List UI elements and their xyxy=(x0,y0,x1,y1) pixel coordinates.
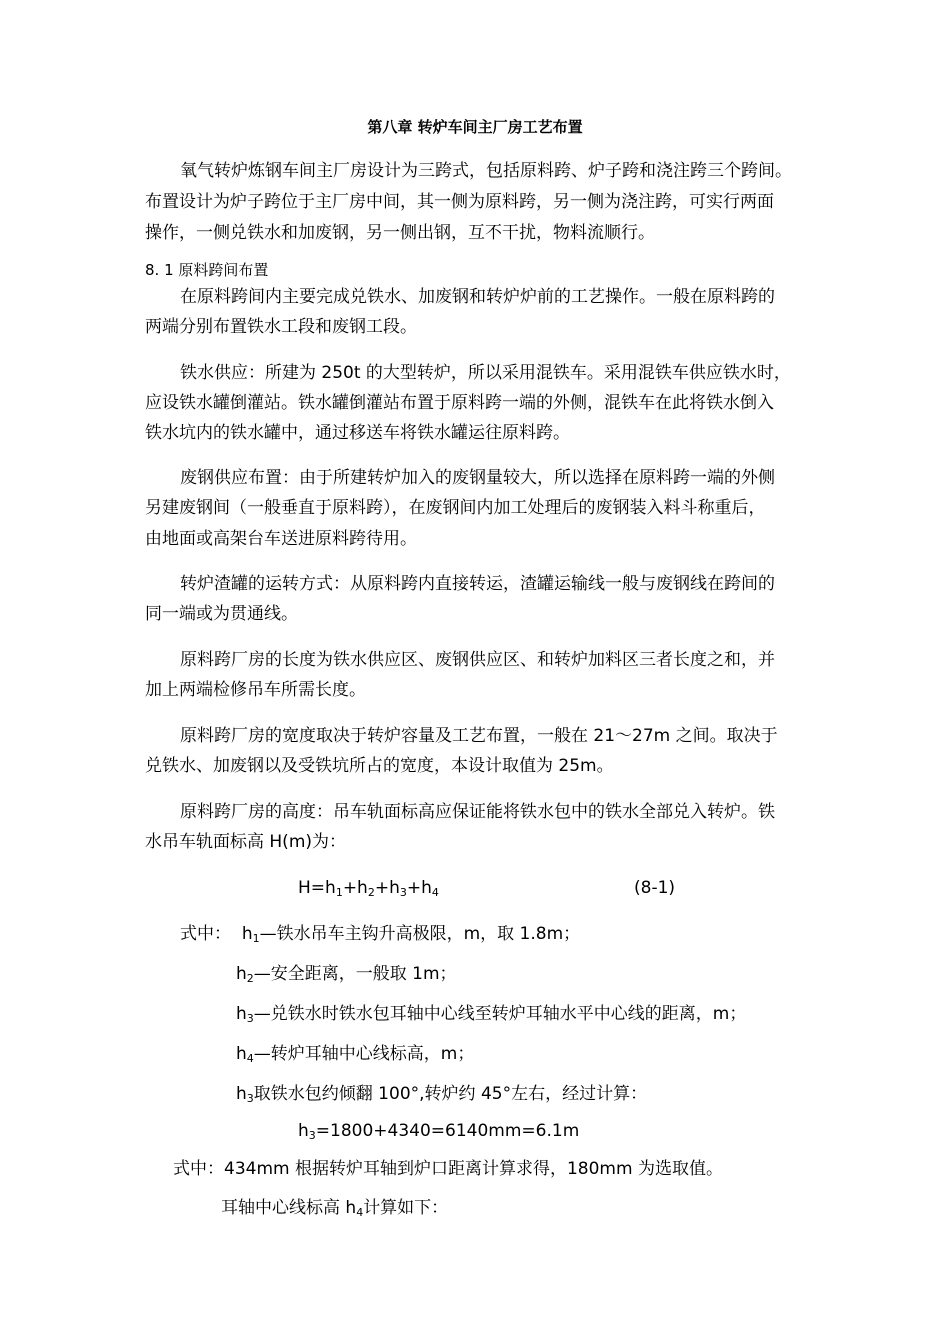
paragraph-line: 操作，一侧兑铁水和加废钢，另一侧出钢，互不干扰，物料流顺行。 xyxy=(145,223,655,243)
where-line-h3: $h_3—$兑铁水时铁水包耳轴中心线至转炉耳轴水平中心线的距离，m； xyxy=(236,1004,747,1025)
equation-number: (8-1) xyxy=(634,878,676,898)
paragraph-line: 原料跨厂房的长度为铁水供应区、废钢供应区、和转炉加料区三者长度之和，并 xyxy=(180,650,775,670)
paragraph-line: 两端分别布置铁水工段和废钢工段。 xyxy=(145,317,417,337)
h3-description: $h_3$取铁水包约倾翻 100°,转炉约 45°左右，经过计算： xyxy=(236,1084,648,1105)
paragraph-line: 由地面或高架台车送进原料跨待用。 xyxy=(145,529,417,549)
paragraph-line: 原料跨厂房的宽度取决于转炉容量及工艺布置，一般在 21～27m 之间。取决于 xyxy=(180,726,778,746)
paragraph-line: 水吊车轨面标高 H(m)为： xyxy=(145,832,347,852)
where-line-h4: $h_4—$转炉耳轴中心线标高，m； xyxy=(236,1044,475,1065)
paragraph-line: 应设铁水罐倒灌站。铁水罐倒灌站布置于原料跨一端的外侧，混铁车在此将铁水倒入 xyxy=(145,393,774,413)
chapter-title: 第八章 转炉车间主厂房工艺布置 xyxy=(367,118,583,136)
where-line-h2: $h_2—$安全距离，一般取 1m； xyxy=(236,964,457,985)
equation-8-1: $H=h_1+h_2+h_3+h_4$ xyxy=(298,878,439,899)
paragraph-line: 铁水坑内的铁水罐中，通过移送车将铁水罐运往原料跨。 xyxy=(145,423,570,443)
section-heading: 8. 1 原料跨间布置 xyxy=(145,261,269,279)
paragraph-line: 转炉渣罐的运转方式：从原料跨内直接转运，渣罐运输线一般与废钢线在跨间的 xyxy=(180,574,775,594)
paragraph-line: 加上两端检修吊车所需长度。 xyxy=(145,680,366,700)
paragraph-line: 废钢供应布置：由于所建转炉加入的废钢量较大，所以选择在原料跨一端的外侧 xyxy=(180,468,775,488)
paragraph-line: 铁水供应：所建为 250t 的大型转炉，所以采用混铁车。采用混铁车供应铁水时， xyxy=(180,363,791,383)
paragraph-line: 在原料跨间内主要完成兑铁水、加废钢和转炉炉前的工艺操作。一般在原料跨的 xyxy=(180,287,775,307)
h3-equation: $h_3=1800+4340=6140mm=6.1m$ xyxy=(298,1121,580,1142)
paragraph-line: 原料跨厂房的高度：吊车轨面标高应保证能将铁水包中的铁水全部兑入转炉。铁 xyxy=(180,802,775,822)
note-line: 式中：434mm 根据转炉耳轴到炉口距离计算求得，180mm 为选取值。 xyxy=(173,1159,723,1179)
paragraph-line: 布置设计为炉子跨位于主厂房中间，其一侧为原料跨，另一侧为浇注跨，可实行两面 xyxy=(145,192,774,212)
h4-intro-line: 耳轴中心线标高 $h_4$计算如下： xyxy=(221,1198,449,1219)
paragraph-line: 同一端或为贯通线。 xyxy=(145,604,298,624)
paragraph-line: 兑铁水、加废钢以及受铁坑所占的宽度，本设计取值为 25m。 xyxy=(145,756,614,776)
paragraph-line: 另建废钢间（一般垂直于原料跨），在废钢间内加工处理后的废钢装入料斗称重后， xyxy=(145,498,766,518)
where-line-h1: 式中： $h_1—$铁水吊车主钩升高极限，m，取 1.8m； xyxy=(180,924,581,945)
paragraph-line: 氧气转炉炼钢车间主厂房设计为三跨式，包括原料跨、炉子跨和浇注跨三个跨间。 xyxy=(180,161,792,181)
